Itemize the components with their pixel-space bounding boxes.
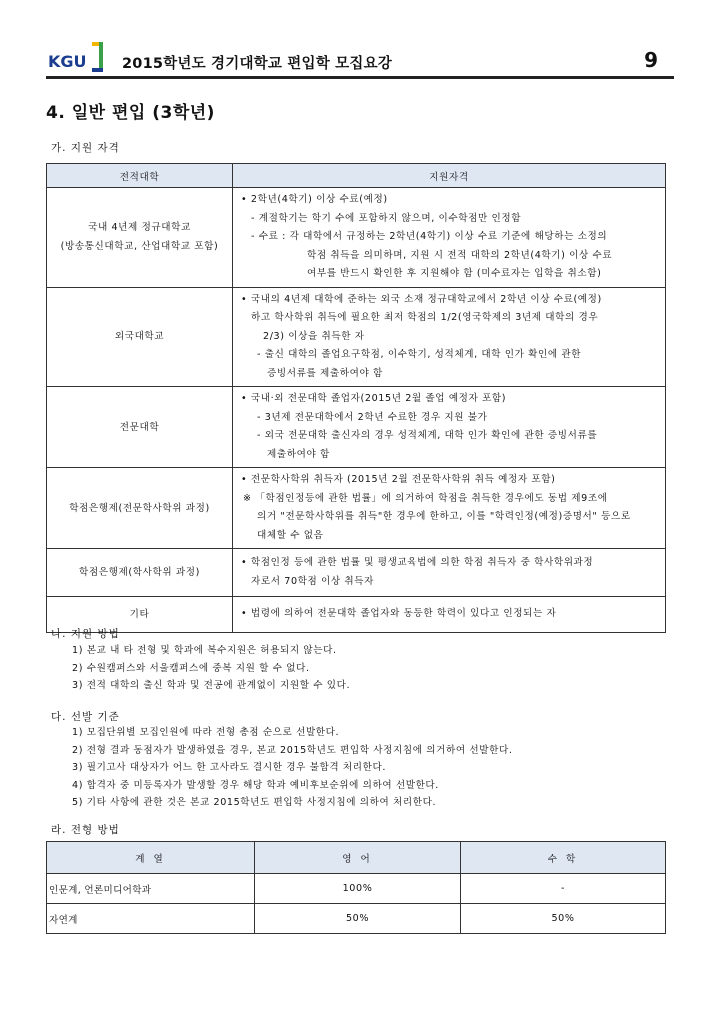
table-cell: -	[461, 874, 666, 904]
table-row	[47, 549, 666, 597]
table-cell-school: 외국대학교	[47, 287, 233, 387]
table-cell-school: 기타	[47, 597, 233, 633]
table-header-row	[47, 164, 666, 188]
table-cell-school: 전문대학	[47, 387, 233, 468]
list-item: 4) 합격자 중 미등록자가 발생할 경우 해당 학과 예비후보순위에 의하여 선발한다.	[72, 779, 439, 791]
table-cell-school: 국내 4년제 정규대학교 (방송통신대학교, 산업대학교 포함)	[47, 188, 233, 288]
column-header: 지원자격	[233, 164, 666, 188]
table-cell: 자연계	[47, 904, 255, 934]
application-method-list	[72, 642, 350, 695]
table-cell-criteria: • 국내의 4년제 대학에 준하는 외국 소재 정규대학교에서 2학년 이상 수료(예정) 하고 학사학위 취득에 필요한 최저 학점의 1/2(영국학제의 3년제 대학의 경우 2/3) 이상을 취득한 자 - 출신 대학의 졸업요구학점, 이수학기, 성적체계, 대학 인가 확인에 관한 증빙서류를 제출하여야 함	[233, 287, 666, 387]
kgu-logo	[46, 42, 106, 74]
table-row	[47, 287, 666, 387]
column-header: 계 열	[47, 842, 255, 874]
selection-criteria-list	[72, 724, 513, 812]
table-cell-school: 학점은행제(전문학사학위 과정)	[47, 468, 233, 549]
subsection-application-method: 나. 지원 방법	[51, 628, 120, 640]
table-cell-criteria: • 국내·외 전문대학 졸업자(2015년 2월 졸업 예정자 포함) - 3년제 전문대학에서 2학년 수료한 경우 지원 불가 - 외국 전문대학 출신자의 경우 성적체계, 대학 인가 확인에 관한 증빙서류를 제출하여야 함	[233, 387, 666, 468]
table-cell-criteria: • 법령에 의하여 전문대학 졸업자와 동등한 학력이 있다고 인정되는 자	[233, 597, 666, 633]
header-title: 2015학년도 경기대학교 편입학 모집요강	[122, 56, 393, 72]
table-row	[47, 468, 666, 549]
page-number: 9	[644, 48, 658, 72]
list-item: 1) 모집단위별 모집인원에 따라 전형 총점 순으로 선발한다.	[72, 727, 340, 738]
table-cell: 인문계, 언론미디어학과	[47, 874, 255, 904]
table-row	[47, 188, 666, 288]
eligibility-table	[46, 163, 666, 633]
column-header: 전적대학	[47, 164, 233, 188]
column-header: 수 학	[461, 842, 666, 874]
table-cell: 50%	[255, 904, 461, 934]
table-cell-criteria: • 전문학사학위 취득자 (2015년 2월 전문학사학위 취득 예정자 포함) ※ 「학점인정등에 관한 법률」에 의거하여 학점을 취득한 경우에도 동법 제9조에 의거 "전문학사학위를 취득"한 경우에 한하고, 이를 "학력인정(예정)증명서" 등으로 대체할 수 없음	[233, 468, 666, 549]
table-cell-criteria: • 학점인정 등에 관한 법률 및 평생교육법에 의한 학점 취득자 중 학사학위과정 자로서 70학점 이상 취득자	[233, 549, 666, 597]
table-cell: 100%	[255, 874, 461, 904]
subsection-selection-criteria: 다. 선발 기준	[51, 711, 120, 723]
list-item: 3) 전적 대학의 출신 학과 및 전공에 관계없이 지원할 수 있다.	[72, 680, 351, 691]
page-header	[46, 38, 674, 80]
list-item: 2) 전형 결과 동점자가 발생하였을 경우, 본교 2015학년도 편입학 사정지침에 의거하여 선발한다.	[72, 744, 513, 756]
logo-text: KGU	[48, 52, 87, 71]
logo-mark-icon	[92, 42, 103, 72]
table-cell: 50%	[461, 904, 666, 934]
exam-method-table	[46, 841, 666, 934]
column-header: 영 어	[255, 842, 461, 874]
table-row	[47, 874, 666, 904]
list-item: 1) 본교 내 타 전형 및 학과에 복수지원은 허용되지 않는다.	[72, 645, 337, 656]
header-divider	[46, 76, 674, 79]
table-header-row	[47, 842, 666, 874]
list-item: 2) 수원캠퍼스와 서울캠퍼스에 중복 지원 할 수 없다.	[72, 662, 310, 674]
table-cell-criteria: • 2학년(4학기) 이상 수료(예정) - 계절학기는 학기 수에 포함하지 않으며, 이수학점만 인정함 - 수료 : 각 대학에서 규정하는 2학년(4학기) 이상 수료 기준에 해당하는 소정의 학점 취득을 의미하며, 지원 시 전적 대학의 2학년(4학기) 이상 수료 여부를 반드시 확인한 후 지원해야 함 (미수료자는 입학을 취소함)	[233, 188, 666, 288]
list-item: 3) 필기고사 대상자가 어느 한 고사라도 결시한 경우 불합격 처리한다.	[72, 762, 386, 773]
table-row	[47, 597, 666, 633]
table-row	[47, 387, 666, 468]
table-cell-school: 학점은행제(학사학위 과정)	[47, 549, 233, 597]
list-item: 5) 기타 사항에 관한 것은 본교 2015학년도 편입학 사정지침에 의하여 처리한다.	[72, 797, 437, 808]
subsection-exam-method: 라. 전형 방법	[51, 824, 120, 836]
section-title: 4. 일반 편입 (3학년)	[46, 103, 215, 123]
subsection-eligibility: 가. 지원 자격	[51, 142, 120, 154]
table-row	[47, 904, 666, 934]
